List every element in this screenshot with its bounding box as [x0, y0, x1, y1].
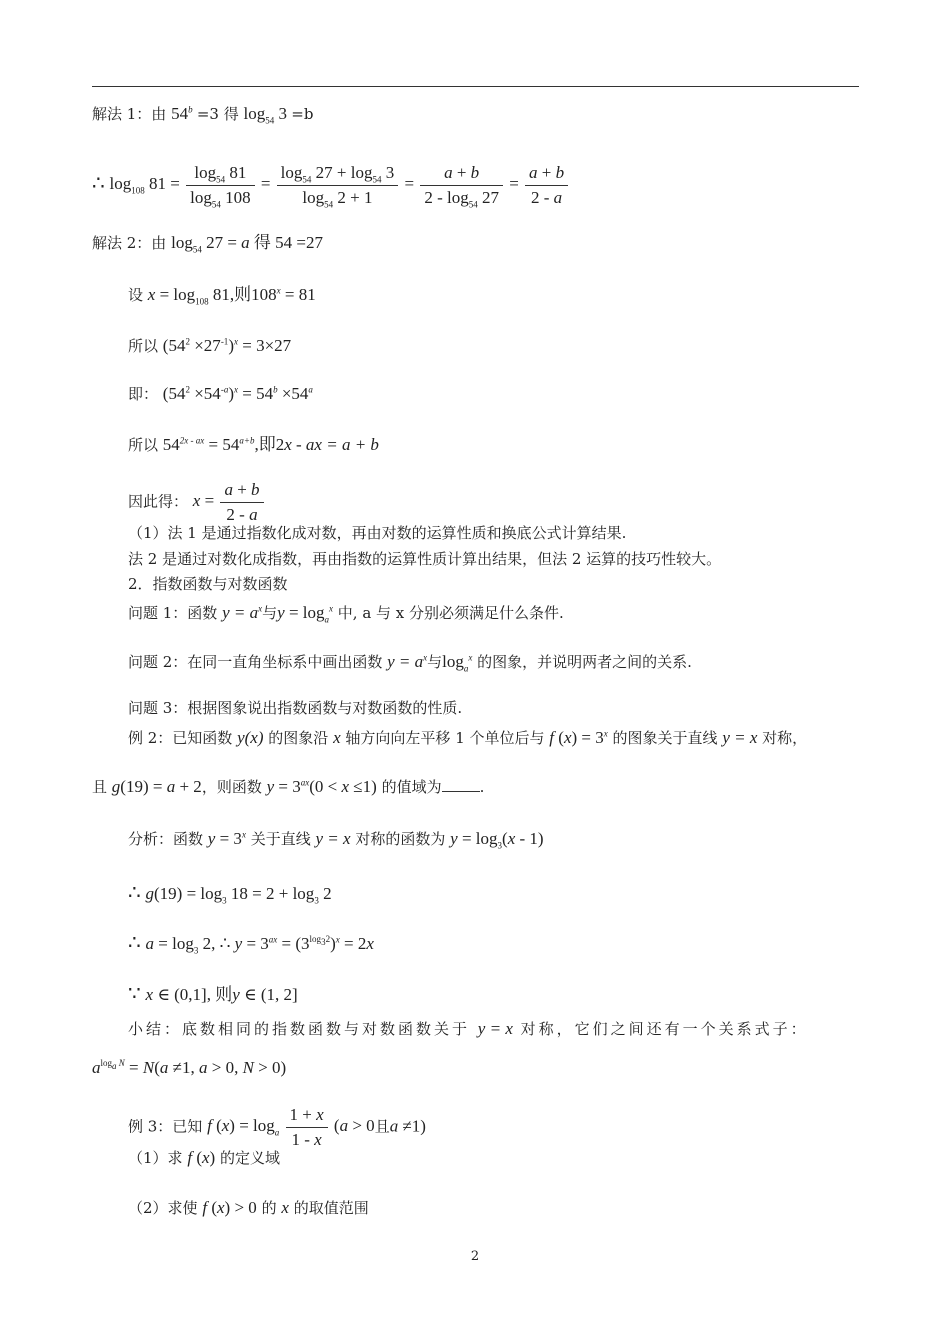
formula: $y = 3^x$ [207, 829, 246, 848]
section-heading: 2．指数函数与对数函数 [128, 575, 288, 593]
summary-text: 小结：底数相同的指数函数与对数函数关于 [128, 1020, 471, 1038]
analysis-line [128, 829, 544, 849]
formula: $a^{log_a N} = N(a \ne 1$, a > 0, N > 0) [92, 1058, 287, 1077]
note-2: 法 2 是通过对数化成指数，再由指数的运算性质计算出结果，但法 2 运算的技巧性较大。 [128, 550, 722, 568]
ex2-b: 的图象沿 [268, 729, 329, 747]
note-1: （1）法 1 是通过指数化成对数，再由对数的运算性质和换底公式计算结果. [128, 524, 627, 542]
therefore-symbol: ∴ [128, 880, 141, 904]
formula: y ∈ (1, 2] [232, 985, 298, 1004]
method1-given: =3 得 [196, 105, 239, 123]
question-3: 问题 3：根据图象说出指数函数与对数函数的性质. [128, 699, 463, 717]
ex2-g: ，则函数 [201, 778, 262, 796]
q2-label: 问题 2：在同一直角坐标系中画出函数 [128, 653, 383, 671]
then-text: 则 [215, 985, 233, 1004]
method2-step3 [128, 435, 379, 455]
formula: f $(x) = \log_a$ $\frac{1 + x}{1 - x}$ (a > 0 [207, 1105, 375, 1149]
formula: y = x [315, 829, 351, 848]
formula: x = $\frac{a + b}{2 - a}$ [193, 491, 266, 510]
formula: $g(19) = \log_3 18 = 2 + \log_3 2$ [145, 884, 332, 906]
answer-blank [442, 791, 480, 792]
ji-label: 即： [128, 385, 159, 403]
formula: $(54^2 \times 27^{-1})^x = 3\times 27$ [162, 336, 292, 355]
formula: $y = a^x$ [222, 603, 263, 622]
ex2-e: 对称， [762, 729, 808, 747]
formula: x [333, 728, 341, 747]
formula: $y = a^x$ [387, 652, 428, 671]
formula: $y = \log_a^x$ [277, 603, 333, 625]
ex2-c: 轴方向向左平移 1 个单位后与 [345, 729, 545, 747]
method2-step1 [128, 336, 291, 356]
q1-mid: 中, a 与 x [337, 604, 405, 622]
analysis-step3 [128, 983, 298, 1005]
ex2-h: 的值域为 [381, 778, 442, 796]
formula: $\log_a^x$ [442, 652, 473, 674]
therefore-symbol: ∴ [92, 170, 105, 195]
example3-part2 [128, 1198, 369, 1218]
yinci-label: 因此得： [128, 492, 189, 511]
question-1 [128, 603, 564, 623]
method2-line [92, 233, 323, 253]
formula: y = x [477, 1019, 513, 1038]
q2-tail: 的图象，并说明两者之间的关系. [477, 653, 692, 671]
ex3-a: 例 3：已知 [128, 1117, 203, 1136]
formula: f $(x) = 3^x$ [549, 728, 608, 747]
formula: y(x) [237, 728, 264, 747]
formula: $^x$ = 81 [276, 285, 316, 304]
formula: $y = \log_3(x - 1)$ [450, 829, 544, 851]
example3-line [128, 1105, 426, 1150]
ex3-p1: （1）求 [128, 1149, 183, 1167]
ex3-p2: （2）求使 [128, 1199, 198, 1217]
suoyi-label: 所以 [128, 436, 159, 454]
header-rule [92, 86, 859, 87]
formula: $a = \log_3 2$, ∴ $y = 3^{ax} = (3^{log_32})^x = 2x$ [145, 934, 374, 956]
summary-text2: 对称，它们之间还有一个关系式子： [520, 1020, 809, 1038]
q1-tail: 分别必须满足什么条件. [409, 604, 564, 622]
formula: y = x [722, 728, 758, 747]
method2-conclusion [128, 480, 266, 525]
method2-set [128, 285, 316, 305]
formula: 与 [262, 604, 278, 622]
method2-label: 解法 2：由 [92, 234, 167, 252]
formula: $\log_{54} 3$ [243, 104, 292, 126]
summary-line [128, 1019, 809, 1039]
ji2-text: ,即2 [254, 435, 285, 454]
page-number: 2 [470, 1249, 480, 1264]
ex3-p2-tail: 的取值范围 [293, 1199, 369, 1217]
formula: g(19) = a + 2 [111, 777, 202, 796]
example3-part1 [128, 1148, 280, 1168]
method1-result: =b [291, 105, 314, 123]
formula: a ≠1) [389, 1116, 426, 1136]
summary-formula [92, 1058, 286, 1078]
ex2-f: 且 [92, 778, 108, 796]
suoyi-label: 所以 [128, 337, 159, 355]
formula: $\log_{54} 27 = a$ [171, 233, 250, 255]
ex3-cond: 且 [374, 1117, 390, 1136]
method1-line [92, 104, 313, 124]
ex2-a: 例 2：已知函数 [128, 729, 233, 747]
formula: 与 [427, 653, 443, 671]
analysis-b: 关于直线 [250, 830, 311, 848]
then-text: ,则108 [229, 285, 277, 304]
because-symbol: ∵ [128, 981, 141, 1005]
method1-derivation [92, 163, 570, 208]
example2-line2 [92, 777, 484, 797]
formula: f (x) [187, 1148, 216, 1167]
example2-line1 [128, 728, 807, 748]
therefore-symbol: ∴ [128, 930, 141, 954]
q1-label: 问题 1：函数 [128, 604, 218, 622]
formula: $\log_{108} 81$ = $\frac{\log_{54} 81}{\log_{54} 108}$ = $\frac{\log_{54} 27 + \log_{54} 3}{\log_{54} 2 + 1}$ = $\frac{a + b}{2 - \log_{54} 27}$ = $\frac{a + b}{2 - a}$ [110, 174, 571, 193]
question-2 [128, 652, 692, 672]
set-label: 设 [128, 286, 144, 304]
method2-de: 得 54 =27 [253, 233, 324, 252]
ex2-d: 的图象关于直线 [612, 729, 718, 747]
analysis-a: 分析：函数 [128, 830, 204, 848]
ex3-p2-mid: 的 [261, 1199, 277, 1217]
ex2-i: . [479, 778, 485, 796]
analysis-step2 [128, 932, 374, 954]
formula: x [281, 1198, 289, 1217]
ex3-p1-tail: 的定义域 [219, 1149, 280, 1167]
formula: 54$^b$ [171, 104, 193, 123]
formula: $54^{2x - ax} = 54^{a+b}$ [162, 435, 255, 454]
formula: x ∈ (0,1], [145, 985, 216, 1004]
formula: $x = \log_{108} 81$ [147, 285, 230, 307]
formula: x - ax = a + b [284, 435, 379, 454]
formula: $(54^2 \times 54^{-a})^x = 54^b \times 54^a$ [162, 384, 313, 403]
analysis-c: 对称的函数为 [355, 830, 446, 848]
formula: f (x) > 0 [202, 1198, 257, 1217]
method1-label: 解法 1：由 [92, 105, 167, 123]
formula: $y = 3^{ax}(0 < x \le 1)$ [266, 777, 377, 796]
method2-step2 [128, 384, 313, 404]
analysis-step1 [128, 882, 332, 904]
